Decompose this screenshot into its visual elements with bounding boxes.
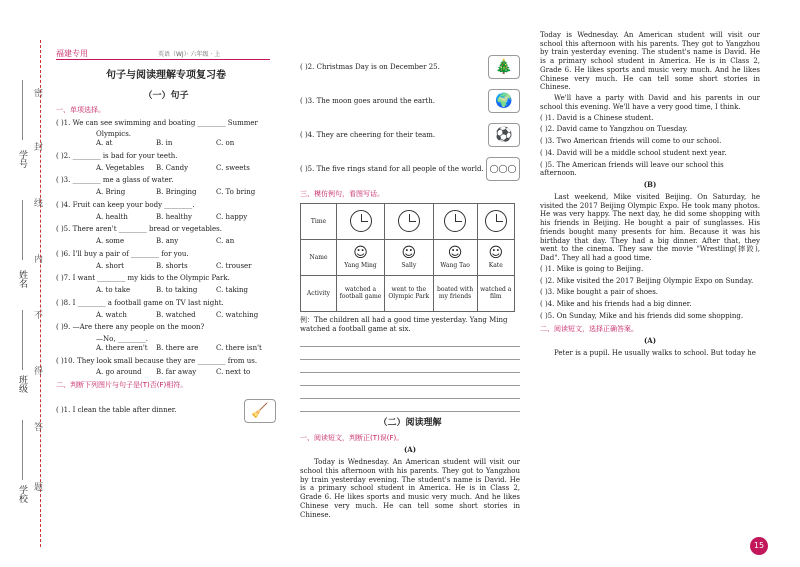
- answer-line[interactable]: [300, 336, 520, 347]
- girl-face-icon: ☺: [488, 244, 504, 261]
- option[interactable]: C. next to: [216, 368, 251, 377]
- option[interactable]: B. any: [156, 237, 179, 245]
- person-name: Kate: [488, 262, 503, 270]
- activity-cell: went to the Olympic Park: [385, 275, 433, 311]
- question-stem: ( )3. ________ me a glass of water.: [56, 176, 174, 185]
- options-row: [56, 164, 276, 173]
- boy-face-icon: ☺: [447, 244, 463, 261]
- passage-text-continued: Today is Wednesday. An American student will visit our school this afternoon with his parents. They got to Yangzhou by train yesterday evening. The student's name is David. He is a primary school student in America. He is in Class 2, Grade 6. He likes sports and music very much. And he likes Chinese very much. He can tell some short stories in Chinese.: [540, 30, 760, 92]
- options-row: [56, 213, 276, 222]
- options-row: [56, 344, 276, 353]
- question-stem: ( )4. Fruit can keep your body ________.: [56, 200, 195, 209]
- tf-text: ( )4. They are cheering for their team.: [300, 130, 436, 139]
- seal-char: 内: [34, 255, 44, 265]
- activity-cell: watched a football game: [337, 275, 385, 311]
- options-row: [56, 139, 276, 148]
- section-title: 二、阅读短文，选择正确答案。: [540, 324, 638, 333]
- option[interactable]: B. shorts: [156, 261, 188, 270]
- tf-text: ( )5. The five rings stand for all people of the world.: [300, 164, 484, 173]
- fill-line[interactable]: [22, 420, 23, 480]
- answer-line[interactable]: [300, 362, 520, 373]
- option[interactable]: A. go around: [96, 368, 142, 377]
- option[interactable]: A. watch: [96, 310, 127, 319]
- option[interactable]: B. watched: [156, 310, 196, 319]
- seal-char: 得: [34, 367, 44, 377]
- olympic-rings-icon: ◯◯◯: [486, 157, 520, 181]
- activity-cell: watched a film: [477, 275, 514, 311]
- fill-line[interactable]: [22, 310, 23, 370]
- cut-line: [40, 40, 41, 547]
- section-title: 一、阅读短文，判断正(T)误(F)。: [300, 433, 404, 442]
- passage-label: (B): [643, 180, 657, 189]
- broom-icon: 🧹: [244, 399, 276, 423]
- tf-text: ( )1. I clean the table after dinner.: [56, 406, 177, 415]
- option[interactable]: B. healthy: [156, 212, 192, 221]
- question-stem: ( )6. I'll buy a pair of ________ for you.: [56, 249, 189, 258]
- page-number: 15: [750, 537, 768, 555]
- tf-question: ( )5. The American friends will leave our school this afternoon.: [540, 160, 724, 178]
- tf-item: [300, 50, 520, 84]
- option[interactable]: C. sweets: [216, 163, 250, 172]
- option[interactable]: C. happy: [216, 212, 248, 221]
- option[interactable]: B. Bringing: [156, 188, 197, 196]
- question-stem: ( )5. There aren't ________ bread or vegetables.: [56, 225, 223, 234]
- passage-label: (A): [643, 336, 657, 346]
- answer-line[interactable]: [300, 375, 520, 386]
- option[interactable]: C. trouser: [216, 261, 252, 270]
- school-label: 学校: [17, 485, 27, 503]
- option[interactable]: C. watching: [216, 310, 259, 319]
- option[interactable]: A. there aren't: [96, 343, 148, 352]
- row-header: Name: [301, 239, 337, 275]
- question-continuation: —No, ________.: [96, 335, 149, 343]
- region-tag: 福建专用: [56, 49, 88, 58]
- earth-icon: 🌍: [488, 89, 520, 113]
- option[interactable]: A. health: [96, 212, 128, 221]
- option[interactable]: C. To bring: [216, 188, 256, 196]
- options-row: [56, 188, 276, 197]
- question-stem: ( )2. ________ is bad for your teeth.: [56, 151, 178, 160]
- christmas-tree-icon: 🎄: [488, 55, 520, 79]
- clock-icon: [350, 210, 372, 232]
- name-label: 姓名: [17, 270, 27, 288]
- tf-question: ( )1. Mike is going to Beijing.: [540, 264, 644, 273]
- clock-icon: [444, 210, 466, 232]
- options-row: [56, 237, 276, 246]
- girl-face-icon: ☺: [401, 244, 417, 261]
- option[interactable]: B. Candy: [156, 163, 189, 172]
- option[interactable]: B. to taking: [156, 286, 198, 294]
- tf-question: ( )1. David is a Chinese student.: [540, 113, 654, 122]
- option[interactable]: C. on: [216, 139, 235, 147]
- option[interactable]: A. to take: [96, 286, 131, 294]
- option[interactable]: B. in: [156, 139, 173, 147]
- options-row: [56, 286, 276, 295]
- tf-text: ( )2. Christmas Day is on December 25.: [300, 62, 440, 71]
- tf-question: ( )3. Two American friends will come to our school.: [540, 137, 722, 145]
- seal-char: 密: [34, 89, 44, 99]
- student-number-label: 学号: [17, 150, 27, 168]
- page-title: 句子与阅读理解专项复习卷: [106, 70, 226, 81]
- binding-margin: [0, 0, 50, 567]
- question-stem: ( )1. We can see swimming and boating ________ Summer: [56, 118, 258, 127]
- option[interactable]: B. far away: [156, 368, 197, 377]
- part2-title: （二）阅读理解: [378, 418, 442, 429]
- option[interactable]: A. some: [96, 237, 125, 245]
- column-middle: [300, 50, 520, 519]
- tf-item: [300, 118, 520, 152]
- part1-title: （一）句子: [143, 90, 189, 101]
- activity-cell: boated with my friends: [433, 275, 477, 311]
- tf-item: [300, 84, 520, 118]
- edition-label: 英语（WJ）· 六年级 · 上: [158, 51, 221, 58]
- tf-question: ( )5. On Sunday, Mike and his friends did some shopping.: [540, 311, 744, 320]
- fill-line[interactable]: [22, 80, 23, 140]
- tf-question: ( )2. David came to Yangzhou on Tuesday.: [540, 125, 688, 134]
- question-continuation: Olympics.: [96, 130, 132, 139]
- seal-char: 封: [34, 143, 44, 153]
- question-stem: ( )9. —Are there any people on the moon?: [56, 323, 205, 332]
- seal-char: 不: [34, 311, 44, 321]
- seal-char: 线: [34, 199, 44, 209]
- example-sentence: 例：The children all had a good time yesterday. Yang Ming watched a football game at six.: [300, 315, 508, 333]
- person-name: Sally: [401, 262, 417, 270]
- option[interactable]: C. there isn't: [216, 343, 262, 352]
- header-divider: [56, 59, 270, 60]
- answer-line[interactable]: [300, 349, 520, 360]
- option[interactable]: B. there are: [156, 343, 199, 352]
- answer-line[interactable]: [300, 401, 520, 412]
- passage-text: We'll have a party with David and his parents in our school this evening. We'll have a very good time, I think.: [540, 94, 760, 111]
- tf-question: ( )3. Mike bought a pair of shoes.: [540, 288, 659, 297]
- section-title: 二、判断下列图片与句子是(T)否(F)相符。: [56, 381, 188, 389]
- passage-label: (A): [403, 445, 417, 455]
- options-row: [56, 311, 276, 320]
- option[interactable]: A. Bring: [96, 188, 126, 196]
- fill-line[interactable]: [22, 200, 23, 260]
- column-right: [540, 30, 760, 360]
- section-title: 三、模仿例句，看图写话。: [300, 190, 384, 198]
- passage-text: Last weekend, Mike visited Beijing. On Saturday, he visited the 2017 Beijing Olympic Expo. He took many photos. He was very happy. The next day, he did some shopping with his friends in Beijing. He bought a pair of sunglasses. His friends bought many presents for him. Because it was his birthday that day. They had a big dinner. After that, they went to the cinema. They saw the movie "Wrestling(摔跤), Dad". They all had a good time.: [540, 192, 760, 262]
- options-row: [56, 368, 276, 377]
- passage-text: Peter is a pupil. He usually walks to school. But today he: [554, 349, 756, 357]
- passage-text: Today is Wednesday. An American student will visit our school this afternoon with his parents. They got to Yangzhou by train yesterday evening. The student's name is David. He is a primary school student in America. He is in Class 2, Grade 6. He likes sports and music very much. And he likes Chinese very much. He can tell some short stories in Chinese.: [300, 458, 520, 519]
- class-label: 班级: [17, 375, 27, 393]
- seal-char: 答: [34, 423, 44, 433]
- row-header: Activity: [301, 275, 337, 311]
- options-row: [56, 262, 276, 271]
- row-header: Time: [301, 203, 337, 239]
- question-stem: ( )8. I ________ a football game on TV last night.: [56, 298, 224, 307]
- tf-question: ( )4. Mike and his friends had a big dinner.: [540, 300, 692, 308]
- question-stem: ( )7. I want ________ my kids to the Olympic Park.: [56, 274, 230, 283]
- column-left: [56, 66, 276, 428]
- boy-face-icon: ☺: [353, 244, 368, 261]
- tf-item: [56, 394, 276, 428]
- section-title: 一、单项选择。: [56, 105, 105, 114]
- question-stem: ( )10. They look small because they are ________ from us.: [56, 356, 258, 365]
- option[interactable]: C. taking: [216, 286, 249, 294]
- seal-char: 题: [34, 483, 44, 493]
- tf-question: ( )4. David will be a middle school student next year.: [540, 148, 727, 157]
- option[interactable]: A. short: [96, 261, 124, 270]
- tf-text: ( )3. The moon goes around the earth.: [300, 96, 435, 105]
- person-name: Wang Tao: [440, 262, 470, 270]
- tf-question: ( )2. Mike visited the 2017 Beijing Olympic Expo on Sunday.: [540, 276, 754, 285]
- option[interactable]: A. at: [96, 139, 113, 147]
- activity-table: [300, 203, 515, 312]
- clock-icon: [398, 210, 420, 232]
- tf-item: [300, 152, 520, 186]
- option[interactable]: C. an: [216, 237, 235, 245]
- clock-icon: [485, 210, 507, 232]
- person-name: Yang Ming: [344, 262, 377, 270]
- answer-line[interactable]: [300, 388, 520, 399]
- option[interactable]: A. Vegetables: [96, 163, 145, 172]
- football-player-icon: ⚽: [488, 123, 520, 147]
